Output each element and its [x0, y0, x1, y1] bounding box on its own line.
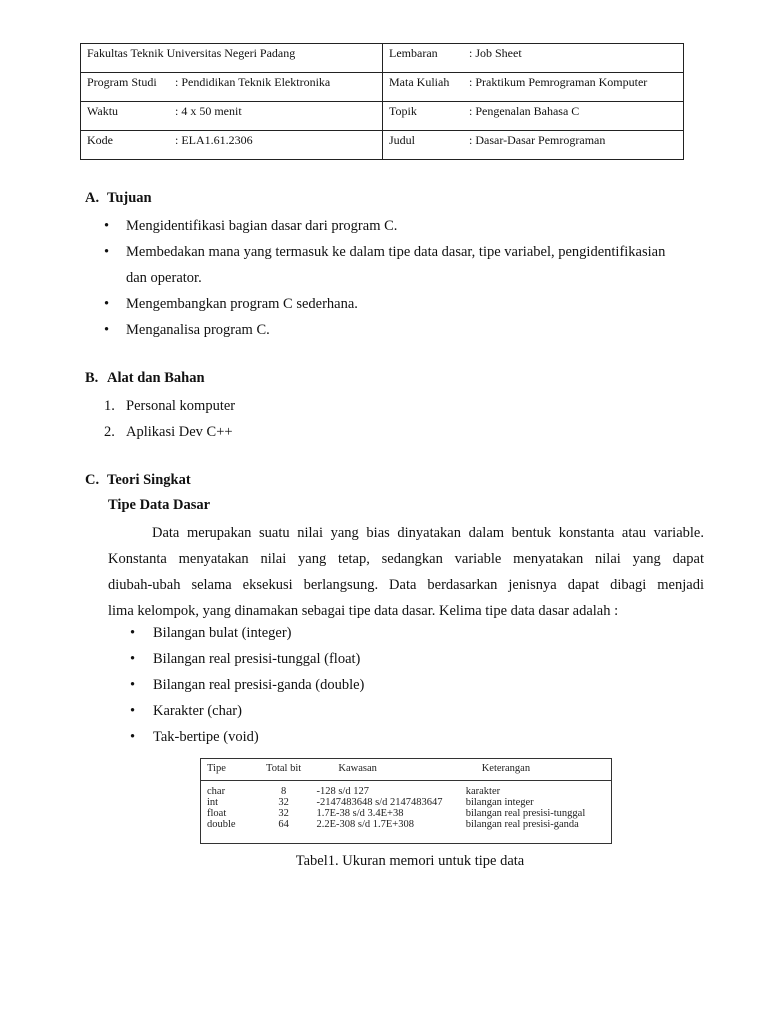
header-cell: [383, 44, 684, 73]
bullet-icon: •: [130, 651, 136, 667]
list-item: [130, 646, 364, 672]
list-item: [104, 291, 708, 317]
item-number: 1.: [104, 398, 115, 414]
section-title: Tujuan: [107, 190, 152, 206]
list-item-text: Membedakan mana yang termasuk ke dalam tipe data dasar, tipe variabel, pengidentifikasian: [126, 244, 666, 260]
paragraph-line: Data merupakan suatu nilai yang bias dinyatakan dalam bentuk konstanta atau variable.: [152, 525, 704, 541]
header-table: [80, 43, 684, 160]
bullet-icon: •: [130, 729, 136, 745]
list-item: [130, 698, 364, 724]
header-cell: [81, 102, 383, 131]
list-item: [104, 419, 235, 445]
list-item-text: Menganalisa program C.: [126, 322, 270, 338]
bullet-icon: •: [130, 677, 136, 693]
table-cell: 64: [278, 819, 289, 830]
list-item-text: Bilangan real presisi-tunggal (float): [153, 651, 361, 667]
header-key: Fakultas Teknik Universitas Negeri Padang: [87, 46, 296, 60]
tools-list: [104, 393, 235, 445]
list-item-text: Bilangan real presisi-ganda (double): [153, 677, 365, 693]
list-item: [130, 672, 364, 698]
header-key: Topik: [389, 104, 417, 118]
section-b-heading: [85, 370, 205, 387]
table-row: [201, 819, 611, 830]
table-row: [201, 786, 611, 797]
section-number: A.: [85, 190, 100, 206]
table-cell: 32: [278, 797, 289, 808]
header-row: [81, 131, 684, 160]
header-value: : Praktikum Pemrograman Komputer: [469, 75, 648, 89]
header-row: [81, 44, 684, 73]
table-cell: 2.2E-308 s/d 1.7E+308: [316, 819, 414, 830]
header-value: : 4 x 50 menit: [175, 104, 242, 118]
paragraph-line: diubah-ubah selama eksekusi berlangsung. Data berdasarkan jenisnya dapat dibagi menjadi: [108, 577, 704, 593]
header-value: : Job Sheet: [469, 46, 522, 60]
column-header: Tipe: [207, 763, 226, 774]
table-cell: 1.7E-38 s/d 3.4E+38: [316, 808, 404, 819]
table-row: [201, 808, 611, 819]
table-cell: -128 s/d 127: [316, 786, 369, 797]
header-value: : ELA1.61.2306: [175, 133, 253, 147]
bullet-icon: •: [130, 625, 136, 641]
header-cell: [383, 102, 684, 131]
header-value: : Dasar-Dasar Pemrograman: [469, 133, 606, 147]
header-key: Kode: [87, 133, 113, 147]
table-cell: -2147483648 s/d 2147483647: [316, 797, 443, 808]
header-key: Program Studi: [87, 75, 157, 89]
table-body: [201, 781, 611, 830]
list-item-continuation: [104, 265, 708, 291]
paragraph-line: lima kelompok, yang dinamakan sebagai tipe data dasar. Kelima tipe data dasar adalah :: [108, 603, 619, 619]
item-number: 2.: [104, 424, 115, 440]
bullet-icon: •: [130, 703, 136, 719]
table-cell: char: [207, 786, 226, 797]
header-cell: [81, 44, 383, 73]
header-key: Judul: [389, 133, 416, 147]
header-cell: [383, 131, 684, 160]
list-item-text: dan operator.: [126, 270, 202, 286]
data-type-table: [200, 758, 612, 844]
list-item-text: Aplikasi Dev C++: [126, 424, 233, 440]
list-item-text: Mengidentifikasi bagian dasar dari program C.: [126, 218, 398, 234]
section-number: C.: [85, 472, 100, 488]
bullet-icon: •: [104, 322, 110, 338]
column-header: Total bit: [266, 763, 302, 774]
column-header: Kawasan: [338, 763, 377, 774]
section-title: Alat dan Bahan: [107, 370, 205, 386]
list-item-text: Mengembangkan program C sederhana.: [126, 296, 358, 312]
list-item: [104, 317, 708, 343]
table-cell: bilangan real presisi-ganda: [465, 819, 579, 830]
section-title: Teori Singkat: [107, 472, 191, 488]
header-key: Waktu: [87, 104, 119, 118]
table-cell: karakter: [465, 786, 501, 797]
bullet-icon: •: [104, 244, 110, 260]
header-value: : Pendidikan Teknik Elektronika: [175, 75, 331, 89]
header-row: [81, 73, 684, 102]
table-caption: Tabel1. Ukuran memori untuk tipe data: [295, 853, 525, 869]
list-item-text: Tak-bertipe (void): [153, 729, 259, 745]
column-header: Keterangan: [481, 763, 531, 774]
table-cell: int: [207, 797, 219, 808]
section-number: B.: [85, 370, 99, 386]
table-cell: bilangan real presisi-tunggal: [465, 808, 586, 819]
list-item: [130, 620, 364, 646]
table-row: [201, 797, 611, 808]
header-key: Lembaran: [389, 46, 438, 60]
data-types-list: [130, 620, 364, 750]
header-cell: [81, 131, 383, 160]
paragraph-line: Konstanta menyatakan nilai yang tetap, sedangkan variable menyatakan nilai yang dapat: [108, 551, 704, 567]
list-item-text: Personal komputer: [126, 398, 236, 414]
table-cell: double: [207, 819, 236, 830]
theory-paragraph: [108, 520, 704, 624]
subsection-title: Tipe Data Dasar: [108, 497, 211, 513]
table-cell: bilangan integer: [465, 797, 534, 808]
header-row: [81, 102, 684, 131]
section-c-heading: [85, 472, 191, 489]
list-item: [104, 239, 708, 265]
header-key: Mata Kuliah: [389, 75, 450, 89]
section-a-heading: [85, 190, 152, 207]
list-item: [130, 724, 364, 750]
table-header-row: [201, 759, 611, 781]
table-cell: 8: [280, 786, 287, 797]
list-item: [104, 393, 235, 419]
list-item: [104, 213, 708, 239]
bullet-icon: •: [104, 296, 110, 312]
objectives-list: [104, 213, 708, 343]
bullet-icon: •: [104, 218, 110, 234]
list-item-text: Karakter (char): [153, 703, 242, 719]
header-value: : Pengenalan Bahasa C: [469, 104, 580, 118]
header-cell: [383, 73, 684, 102]
table-cell: float: [207, 808, 227, 819]
table-cell: 32: [278, 808, 289, 819]
header-cell: [81, 73, 383, 102]
list-item-text: Bilangan bulat (integer): [153, 625, 292, 641]
